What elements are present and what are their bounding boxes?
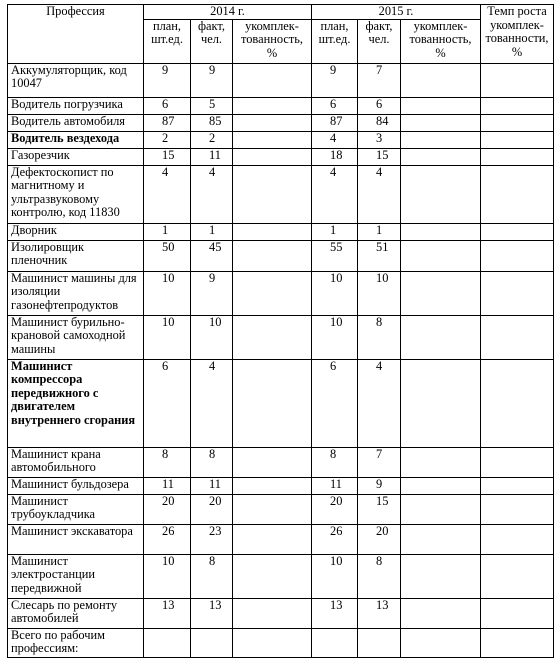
table-row [8, 148, 554, 165]
fact-2015-cell: 13 [358, 598, 401, 628]
fact-2014-cell: 4 [191, 165, 233, 223]
profession-cell: Водитель автомобиля [8, 114, 144, 131]
staffing-2014-cell [233, 447, 312, 477]
fact-2014-cell: 5 [191, 97, 233, 114]
staffing-2014-cell [233, 165, 312, 223]
fact-2014-cell: 9 [191, 271, 233, 315]
header-plan-2015: план, шт.ед. [312, 19, 358, 63]
plan-2014-cell [144, 628, 191, 657]
staffing-2014-cell [233, 271, 312, 315]
profession-cell: Машинист бурильно-крановой самоходной машины [8, 315, 144, 359]
header-profession: Профессия [8, 5, 144, 64]
staffing-2014-cell [233, 628, 312, 657]
header-fact-2014: факт, чел. [191, 19, 233, 63]
header-year-2015: 2015 г. [312, 5, 481, 20]
fact-2015-cell: 51 [358, 240, 401, 271]
plan-2015-cell: 10 [312, 315, 358, 359]
staffing-2015-cell [401, 97, 481, 114]
table-row [8, 240, 554, 271]
plan-2014-cell: 8 [144, 447, 191, 477]
growth-rate-cell [481, 271, 554, 315]
staffing-2014-cell [233, 148, 312, 165]
profession-cell: Водитель погрузчика [8, 97, 144, 114]
staffing-2015-cell [401, 148, 481, 165]
header-staffing-2014: укомплек-тованность, % [233, 19, 312, 63]
plan-2014-cell: 87 [144, 114, 191, 131]
growth-rate-cell [481, 165, 554, 223]
profession-cell: Машинист крана автомобильного [8, 447, 144, 477]
plan-2015-cell: 1 [312, 223, 358, 240]
plan-2015-cell: 13 [312, 598, 358, 628]
staffing-2015-cell [401, 628, 481, 657]
fact-2015-cell [358, 628, 401, 657]
growth-rate-cell [481, 494, 554, 524]
header-growth-rate: Темп роста укомплек-тованности, % [481, 5, 554, 64]
header-plan-2014: план, шт.ед. [144, 19, 191, 63]
fact-2015-cell: 7 [358, 447, 401, 477]
profession-cell: Машинист компрессора передвижного с двигателем внутреннего сгорания [8, 359, 144, 447]
plan-2014-cell: 4 [144, 165, 191, 223]
plan-2014-cell: 20 [144, 494, 191, 524]
plan-2015-cell: 87 [312, 114, 358, 131]
profession-cell: Газорезчик [8, 148, 144, 165]
table-row [8, 271, 554, 315]
staffing-2015-cell [401, 223, 481, 240]
growth-rate-cell [481, 148, 554, 165]
plan-2014-cell: 10 [144, 315, 191, 359]
fact-2014-cell: 8 [191, 554, 233, 598]
staffing-2014-cell [233, 598, 312, 628]
table-row [8, 628, 554, 657]
fact-2014-cell: 1 [191, 223, 233, 240]
fact-2014-cell: 4 [191, 359, 233, 447]
plan-2015-cell: 10 [312, 271, 358, 315]
staffing-2014-cell [233, 477, 312, 494]
staffing-2014-cell [233, 223, 312, 240]
growth-rate-cell [481, 223, 554, 240]
profession-cell: Машинист машины для изоляции газонефтепродуктов [8, 271, 144, 315]
fact-2014-cell: 2 [191, 131, 233, 148]
header-fact-2015: факт, чел. [358, 19, 401, 63]
profession-cell: Машинист трубоукладчика [8, 494, 144, 524]
growth-rate-cell [481, 240, 554, 271]
staffing-2014-cell [233, 494, 312, 524]
fact-2015-cell: 15 [358, 494, 401, 524]
plan-2014-cell: 6 [144, 359, 191, 447]
table-row [8, 477, 554, 494]
staffing-2014-cell [233, 359, 312, 447]
profession-cell: Машинист электростанции передвижной [8, 554, 144, 598]
plan-2014-cell: 11 [144, 477, 191, 494]
staffing-2015-cell [401, 477, 481, 494]
growth-rate-cell [481, 447, 554, 477]
staffing-2015-cell [401, 359, 481, 447]
table-row [8, 223, 554, 240]
plan-2014-cell: 15 [144, 148, 191, 165]
profession-cell: Водитель вездехода [8, 131, 144, 148]
plan-2014-cell: 13 [144, 598, 191, 628]
plan-2015-cell: 55 [312, 240, 358, 271]
growth-rate-cell [481, 477, 554, 494]
growth-rate-cell [481, 554, 554, 598]
growth-rate-cell [481, 63, 554, 97]
profession-cell: Аккумуляторщик, код 10047 [8, 63, 144, 97]
plan-2014-cell: 6 [144, 97, 191, 114]
plan-2015-cell: 4 [312, 131, 358, 148]
header-year-2014: 2014 г. [144, 5, 312, 20]
staffing-table [7, 4, 554, 658]
growth-rate-cell [481, 97, 554, 114]
fact-2014-cell: 45 [191, 240, 233, 271]
profession-cell: Дворник [8, 223, 144, 240]
staffing-2015-cell [401, 524, 481, 554]
fact-2014-cell: 8 [191, 447, 233, 477]
plan-2015-cell [312, 628, 358, 657]
growth-rate-cell [481, 524, 554, 554]
staffing-2015-cell [401, 114, 481, 131]
table-row [8, 114, 554, 131]
fact-2015-cell: 1 [358, 223, 401, 240]
plan-2015-cell: 6 [312, 359, 358, 447]
table-row [8, 97, 554, 114]
staffing-2014-cell [233, 315, 312, 359]
table-row [8, 598, 554, 628]
fact-2015-cell: 20 [358, 524, 401, 554]
table-row [8, 494, 554, 524]
staffing-2015-cell [401, 447, 481, 477]
profession-cell: Слесарь по ремонту автомобилей [8, 598, 144, 628]
staffing-2015-cell [401, 63, 481, 97]
staffing-2015-cell [401, 131, 481, 148]
plan-2015-cell: 8 [312, 447, 358, 477]
fact-2015-cell: 4 [358, 165, 401, 223]
plan-2014-cell: 2 [144, 131, 191, 148]
profession-cell: Всего по рабочим профессиям: [8, 628, 144, 657]
plan-2014-cell: 50 [144, 240, 191, 271]
fact-2014-cell: 85 [191, 114, 233, 131]
table-row [8, 359, 554, 447]
growth-rate-cell [481, 628, 554, 657]
staffing-2014-cell [233, 114, 312, 131]
plan-2014-cell: 26 [144, 524, 191, 554]
profession-cell: Изолировщик пленочник [8, 240, 144, 271]
profession-cell: Машинист экскаватора [8, 524, 144, 554]
profession-cell: Дефектоскопист по магнитному и ультразвуковому контролю, код 11830 [8, 165, 144, 223]
staffing-2015-cell [401, 554, 481, 598]
table-row [8, 524, 554, 554]
growth-rate-cell [481, 598, 554, 628]
table-row [8, 63, 554, 97]
staffing-2015-cell [401, 271, 481, 315]
plan-2014-cell: 10 [144, 554, 191, 598]
fact-2015-cell: 84 [358, 114, 401, 131]
fact-2014-cell: 11 [191, 477, 233, 494]
plan-2014-cell: 10 [144, 271, 191, 315]
fact-2014-cell [191, 628, 233, 657]
growth-rate-cell [481, 315, 554, 359]
plan-2014-cell: 1 [144, 223, 191, 240]
fact-2015-cell: 8 [358, 315, 401, 359]
growth-rate-cell [481, 114, 554, 131]
fact-2014-cell: 9 [191, 63, 233, 97]
fact-2015-cell: 4 [358, 359, 401, 447]
staffing-2015-cell [401, 494, 481, 524]
plan-2015-cell: 18 [312, 148, 358, 165]
plan-2015-cell: 9 [312, 63, 358, 97]
fact-2015-cell: 6 [358, 97, 401, 114]
growth-rate-cell [481, 131, 554, 148]
plan-2015-cell: 20 [312, 494, 358, 524]
staffing-2015-cell [401, 165, 481, 223]
staffing-2015-cell [401, 240, 481, 271]
table-row [8, 165, 554, 223]
fact-2014-cell: 10 [191, 315, 233, 359]
table-row [8, 315, 554, 359]
fact-2015-cell: 7 [358, 63, 401, 97]
fact-2015-cell: 15 [358, 148, 401, 165]
table-body [8, 63, 554, 657]
header-staffing-2015: укомплек-тованность, % [401, 19, 481, 63]
fact-2015-cell: 3 [358, 131, 401, 148]
plan-2015-cell: 6 [312, 97, 358, 114]
plan-2015-cell: 26 [312, 524, 358, 554]
fact-2014-cell: 11 [191, 148, 233, 165]
staffing-2015-cell [401, 598, 481, 628]
table-row [8, 447, 554, 477]
plan-2015-cell: 4 [312, 165, 358, 223]
staffing-2014-cell [233, 63, 312, 97]
fact-2014-cell: 13 [191, 598, 233, 628]
growth-rate-cell [481, 359, 554, 447]
fact-2014-cell: 23 [191, 524, 233, 554]
staffing-2014-cell [233, 554, 312, 598]
staffing-2014-cell [233, 524, 312, 554]
table-row [8, 131, 554, 148]
profession-cell: Машинист бульдозера [8, 477, 144, 494]
staffing-2015-cell [401, 315, 481, 359]
fact-2015-cell: 9 [358, 477, 401, 494]
staffing-2014-cell [233, 240, 312, 271]
staffing-2014-cell [233, 131, 312, 148]
table-row [8, 554, 554, 598]
plan-2014-cell: 9 [144, 63, 191, 97]
plan-2015-cell: 11 [312, 477, 358, 494]
fact-2015-cell: 8 [358, 554, 401, 598]
plan-2015-cell: 10 [312, 554, 358, 598]
fact-2015-cell: 10 [358, 271, 401, 315]
staffing-2014-cell [233, 97, 312, 114]
fact-2014-cell: 20 [191, 494, 233, 524]
